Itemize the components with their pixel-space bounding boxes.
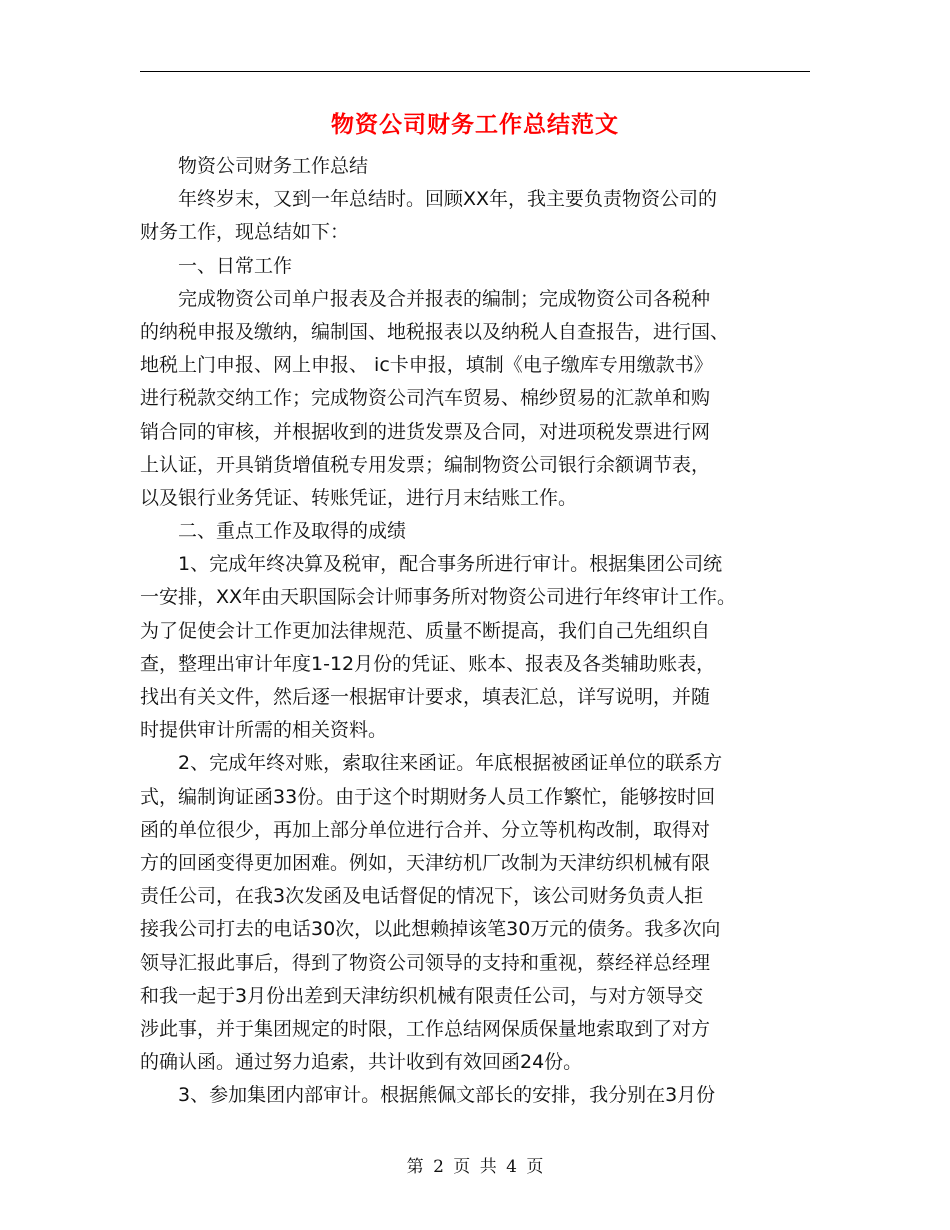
text-line: 上认证，开具销货增值税专用发票；编制物资公司银行余额调节表， bbox=[140, 453, 711, 476]
text-line: 二、重点工作及取得的成绩 bbox=[140, 520, 407, 543]
page-footer: 第 2 页 共 4 页 bbox=[406, 1157, 544, 1177]
text-line: 和我一起于3月份出差到天津纺织机械有限责任公司，与对方领导交 bbox=[140, 984, 704, 1007]
text-line: 以及银行业务凭证、转账凭证，进行月末结账工作。 bbox=[140, 486, 578, 509]
text-line: 函的单位很少，再加上部分单位进行合并、分立等机构改制，取得对 bbox=[140, 818, 711, 841]
text-line: 责任公司，在我3次发函及电话督促的情况下，该公司财务负责人拒 bbox=[140, 885, 704, 908]
document-title: 物资公司财务工作总结范文 bbox=[331, 111, 619, 138]
text-line: 时提供审计所需的相关资料。 bbox=[140, 719, 388, 742]
text-line: 查，整理出审计年度1-12月份的凭证、账本、报表及各类辅助账表， bbox=[140, 652, 716, 675]
text-line: 进行税款交纳工作；完成物资公司汽车贸易、棉纱贸易的汇款单和购 bbox=[140, 387, 711, 410]
document-body bbox=[140, 150, 812, 1112]
text-line: 物资公司财务工作总结 bbox=[140, 155, 369, 177]
text-line: 一安排，XX年由天职国际会计师事务所对物资公司进行年终审计工作。 bbox=[140, 586, 737, 609]
text-line: 年终岁末，又到一年总结时。回顾XX年，我主要负责物资公司的 bbox=[140, 188, 718, 211]
text-line: 完成物资公司单户报表及合并报表的编制；完成物资公司各税种 bbox=[140, 287, 711, 310]
text-line: 3、参加集团内部审计。根据熊佩文部长的安排，我分别在3月份 bbox=[140, 1084, 716, 1107]
text-line: 涉此事，并于集团规定的时限，工作总结网保质保量地索取到了对方 bbox=[140, 1017, 711, 1040]
text-line: 1、完成年终决算及税审，配合事务所进行审计。根据集团公司统 bbox=[140, 553, 723, 576]
text-line: 找出有关文件，然后逐一根据审计要求，填表汇总，详写说明，并随 bbox=[140, 686, 711, 708]
text-line: 销合同的审核，并根据收到的进货发票及合同，对进项税发票进行网 bbox=[140, 420, 711, 443]
text-line: 的确认函。通过努力追索，共计收到有效回函24份。 bbox=[140, 1051, 583, 1074]
text-line: 一、日常工作 bbox=[140, 254, 293, 277]
text-line: 地税上门申报、网上申报、 ic卡申报，填制《电子缴库专用缴款书》 bbox=[140, 354, 713, 377]
text-line: 财务工作，现总结如下： bbox=[140, 221, 350, 244]
text-line: 的纳税申报及缴纳，编制国、地税报表以及纳税人自查报告，进行国、 bbox=[140, 320, 730, 343]
text-line: 方的回函变得更加困难。例如，天津纺机厂改制为天津纺织机械有限 bbox=[140, 851, 711, 874]
text-line: 2、完成年终对账，索取往来函证。年底根据被函证单位的联系方 bbox=[140, 752, 723, 775]
header-rule bbox=[140, 71, 810, 72]
text-line: 领导汇报此事后，得到了物资公司领导的支持和重视，蔡经祥总经理 bbox=[140, 951, 711, 974]
text-line: 接我公司打去的电话30次，以此想赖掉该笔30万元的债务。我多次向 bbox=[140, 918, 721, 941]
text-line: 为了促使会计工作更加法律规范、质量不断提高，我们自己先组织自 bbox=[140, 619, 711, 642]
text-line: 式，编制询证函33份。由于这个时期财务人员工作繁忙，能够按时回 bbox=[140, 785, 716, 808]
